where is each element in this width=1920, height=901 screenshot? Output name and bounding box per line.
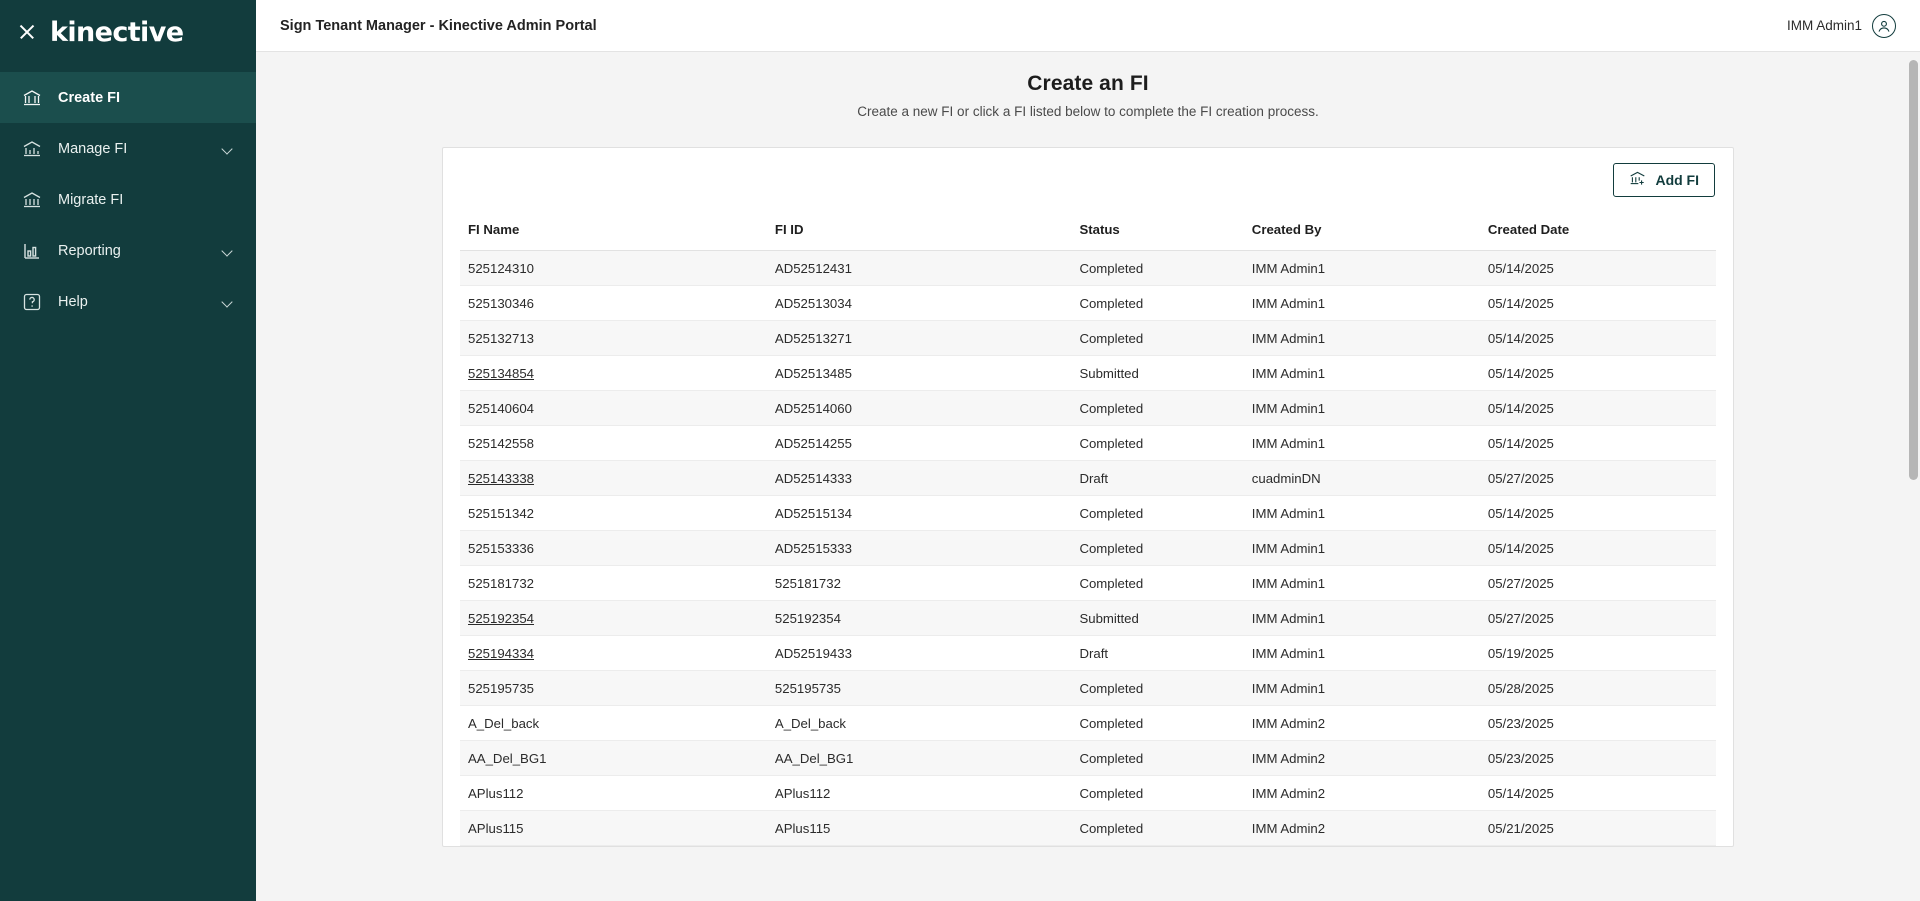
sidebar-item-manage-fi[interactable]	[0, 123, 256, 174]
bank-chart-icon	[22, 139, 42, 159]
add-fi-button[interactable]	[1613, 163, 1715, 197]
cell-fi-name: 525132713	[460, 321, 767, 356]
table-row[interactable]	[460, 566, 1716, 601]
cell-created-date: 05/27/2025	[1480, 566, 1716, 601]
cell-created-date: 05/28/2025	[1480, 671, 1716, 706]
cell-fi-name: 525181732	[460, 566, 767, 601]
cell-created-by: IMM Admin1	[1244, 566, 1480, 601]
page-header-title: Sign Tenant Manager - Kinective Admin Portal	[280, 17, 597, 34]
column-header-status[interactable]: Status	[1071, 212, 1243, 251]
page-subtitle: Create a new FI or click a FI listed below to complete the FI creation process.	[857, 104, 1319, 119]
cell-status: Completed	[1071, 286, 1243, 321]
cell-fi-name: 525130346	[460, 286, 767, 321]
cell-status: Completed	[1071, 566, 1243, 601]
fi-table-body	[460, 251, 1716, 846]
scrollbar-thumb[interactable]	[1909, 60, 1918, 480]
cell-fi-name: 525124310	[460, 251, 767, 286]
bank-icon	[22, 88, 42, 108]
fi-name-link[interactable]: 525192354	[468, 610, 535, 626]
column-header-fi-id[interactable]: FI ID	[767, 212, 1072, 251]
cell-created-by: IMM Admin2	[1244, 776, 1480, 811]
cell-created-date: 05/14/2025	[1480, 776, 1716, 811]
page-title: Create an FI	[1027, 72, 1149, 95]
cell-created-by: IMM Admin2	[1244, 741, 1480, 776]
sidebar-header	[0, 0, 256, 64]
sidebar-item-help[interactable]	[0, 276, 256, 327]
cell-created-by: IMM Admin1	[1244, 391, 1480, 426]
bar-chart-icon	[22, 241, 42, 261]
cell-created-date: 05/23/2025	[1480, 706, 1716, 741]
cell-fi-id: AD52514060	[767, 391, 1072, 426]
cell-status: Completed	[1071, 251, 1243, 286]
cell-fi-id: 525181732	[767, 566, 1072, 601]
cell-created-by: IMM Admin1	[1244, 601, 1480, 636]
sidebar-item-migrate-fi[interactable]	[0, 174, 256, 225]
cell-status: Submitted	[1071, 356, 1243, 391]
chevron-down-icon	[222, 296, 234, 308]
cell-fi-name[interactable]	[460, 461, 767, 496]
sidebar-nav	[0, 72, 256, 327]
chevron-down-icon	[222, 143, 234, 155]
table-row[interactable]	[460, 706, 1716, 741]
cell-created-by: IMM Admin1	[1244, 426, 1480, 461]
fi-table-head	[460, 212, 1716, 251]
cell-status: Completed	[1071, 811, 1243, 846]
user-name-label: IMM Admin1	[1786, 18, 1862, 33]
cell-created-date: 05/14/2025	[1480, 321, 1716, 356]
fi-list-card	[442, 147, 1734, 847]
table-row[interactable]	[460, 496, 1716, 531]
cell-created-by: IMM Admin1	[1244, 251, 1480, 286]
cell-fi-name[interactable]	[460, 636, 767, 671]
user-circle-icon[interactable]	[1872, 14, 1896, 38]
cell-fi-id: 525195735	[767, 671, 1072, 706]
cell-fi-name: APlus112	[460, 776, 767, 811]
cell-created-date: 05/27/2025	[1480, 461, 1716, 496]
cell-created-by: IMM Admin2	[1244, 706, 1480, 741]
bank-icon	[22, 190, 42, 210]
sidebar-item-label: Reporting	[58, 242, 121, 259]
cell-created-date: 05/21/2025	[1480, 811, 1716, 846]
table-row[interactable]	[460, 811, 1716, 846]
sidebar-item-reporting[interactable]	[0, 225, 256, 276]
cell-status: Draft	[1071, 636, 1243, 671]
cell-status: Completed	[1071, 706, 1243, 741]
cell-fi-name[interactable]	[460, 601, 767, 636]
cell-fi-name: APlus115	[460, 811, 767, 846]
fi-table	[460, 212, 1716, 846]
cell-fi-name: 525151342	[460, 496, 767, 531]
fi-name-link[interactable]: 525143338	[468, 470, 535, 486]
cell-created-by: IMM Admin1	[1244, 356, 1480, 391]
sidebar-item-create-fi[interactable]	[0, 72, 256, 123]
table-row[interactable]	[460, 356, 1716, 391]
column-header-created-date[interactable]: Created Date	[1480, 212, 1716, 251]
sidebar-item-label: Create FI	[58, 89, 121, 106]
cell-fi-id: APlus115	[767, 811, 1072, 846]
cell-fi-id: AD52513485	[767, 356, 1072, 391]
cell-status: Submitted	[1071, 601, 1243, 636]
cell-created-date: 05/23/2025	[1480, 741, 1716, 776]
cell-created-by: IMM Admin1	[1244, 671, 1480, 706]
table-row[interactable]	[460, 426, 1716, 461]
cell-status: Completed	[1071, 496, 1243, 531]
brand-logo: kinective	[50, 16, 184, 48]
cell-created-date: 05/14/2025	[1480, 356, 1716, 391]
cell-fi-id: 525192354	[767, 601, 1072, 636]
cell-fi-id: AD52519433	[767, 636, 1072, 671]
cell-status: Draft	[1071, 461, 1243, 496]
cell-created-by: IMM Admin1	[1244, 531, 1480, 566]
table-row[interactable]	[460, 601, 1716, 636]
cell-fi-id: A_Del_back	[767, 706, 1072, 741]
cell-status: Completed	[1071, 531, 1243, 566]
cell-fi-name: AA_Del_BG1	[460, 741, 767, 776]
chevron-down-icon	[222, 245, 234, 257]
table-row[interactable]	[460, 741, 1716, 776]
cell-status: Completed	[1071, 776, 1243, 811]
cell-status: Completed	[1071, 391, 1243, 426]
main-area	[256, 0, 1920, 901]
table-row[interactable]	[460, 461, 1716, 496]
sidebar-item-label: Migrate FI	[58, 191, 124, 208]
fi-name-link[interactable]: 525194334	[468, 645, 535, 661]
cell-created-date: 05/14/2025	[1480, 286, 1716, 321]
add-fi-label: Add FI	[1655, 172, 1699, 188]
top-bar	[256, 0, 1920, 52]
sidebar-item-label: Manage FI	[58, 140, 128, 157]
table-row[interactable]	[460, 636, 1716, 671]
cell-fi-id: AD52512431	[767, 251, 1072, 286]
cell-created-date: 05/14/2025	[1480, 531, 1716, 566]
cell-fi-name: 525195735	[460, 671, 767, 706]
cell-fi-name: 525153336	[460, 531, 767, 566]
vertical-scrollbar[interactable]	[1909, 52, 1918, 901]
cell-fi-id: AD52515333	[767, 531, 1072, 566]
cell-created-date: 05/14/2025	[1480, 251, 1716, 286]
cell-created-date: 05/19/2025	[1480, 636, 1716, 671]
top-bar-user-area	[1787, 14, 1896, 38]
cell-fi-id: AD52513271	[767, 321, 1072, 356]
table-row[interactable]	[460, 776, 1716, 811]
table-row[interactable]	[460, 321, 1716, 356]
cell-fi-id: AD52513034	[767, 286, 1072, 321]
cell-created-date: 05/27/2025	[1480, 601, 1716, 636]
cell-fi-name: 525142558	[460, 426, 767, 461]
table-row[interactable]	[460, 531, 1716, 566]
cell-fi-id: AD52514333	[767, 461, 1072, 496]
cell-created-date: 05/14/2025	[1480, 391, 1716, 426]
cell-fi-name: A_Del_back	[460, 706, 767, 741]
sidebar	[0, 0, 256, 901]
cell-status: Completed	[1071, 426, 1243, 461]
cell-created-by: IMM Admin1	[1244, 496, 1480, 531]
cell-created-date: 05/14/2025	[1480, 426, 1716, 461]
column-header-created-by[interactable]: Created By	[1244, 212, 1480, 251]
table-row[interactable]	[460, 286, 1716, 321]
cell-status: Completed	[1071, 321, 1243, 356]
table-row[interactable]	[460, 251, 1716, 286]
sidebar-item-label: Help	[58, 293, 88, 310]
cell-fi-id: AD52515134	[767, 496, 1072, 531]
cell-created-by: cuadminDN	[1244, 461, 1480, 496]
table-row[interactable]	[460, 391, 1716, 426]
cell-fi-id: APlus112	[767, 776, 1072, 811]
page-heading-block	[256, 64, 1920, 125]
cell-created-by: IMM Admin2	[1244, 811, 1480, 846]
fi-name-link[interactable]: 525134854	[468, 365, 535, 381]
cell-created-by: IMM Admin1	[1244, 286, 1480, 321]
help-icon	[22, 292, 42, 312]
cell-created-by: IMM Admin1	[1244, 321, 1480, 356]
cell-created-by: IMM Admin1	[1244, 636, 1480, 671]
table-row[interactable]	[460, 671, 1716, 706]
cell-fi-name[interactable]	[460, 356, 767, 391]
cell-fi-id: AD52514255	[767, 426, 1072, 461]
content-scroll-area	[256, 52, 1920, 901]
cell-fi-id: AA_Del_BG1	[767, 741, 1072, 776]
cell-status: Completed	[1071, 741, 1243, 776]
cell-fi-name: 525140604	[460, 391, 767, 426]
card-toolbar	[443, 148, 1733, 212]
bank-plus-icon	[1629, 170, 1646, 190]
table-header-row	[460, 212, 1716, 251]
cell-status: Completed	[1071, 671, 1243, 706]
close-icon[interactable]	[18, 23, 36, 41]
cell-created-date: 05/14/2025	[1480, 496, 1716, 531]
column-header-fi-name[interactable]: FI Name	[460, 212, 767, 251]
